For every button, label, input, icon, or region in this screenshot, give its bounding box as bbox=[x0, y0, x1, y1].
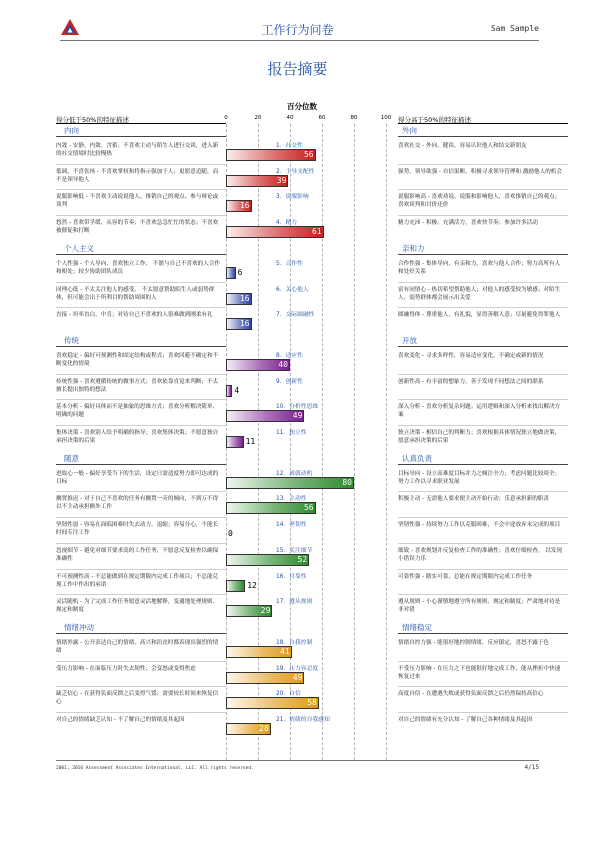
high-score-heading: 得分高于50%的特征描述 bbox=[398, 116, 471, 124]
trait-name: 11．独立性 bbox=[276, 430, 307, 436]
row-divider-left bbox=[56, 686, 226, 687]
trait-score-value: 0 bbox=[228, 529, 233, 539]
trait-score-value: 6 bbox=[237, 267, 243, 277]
group-heading-high: 开放 bbox=[402, 335, 417, 345]
trait-score-value: 49 bbox=[292, 672, 303, 682]
trait-score-value: 12 bbox=[247, 580, 257, 590]
trait-name: 9．创新性 bbox=[276, 378, 303, 385]
group-divider-right bbox=[398, 633, 568, 634]
row-divider-left bbox=[56, 164, 226, 165]
high-score-description: 圆融得体 - 尊重他人，有礼貌，显得善解人意；尽量避免得罪他人 bbox=[398, 312, 561, 319]
low-score-description: 缺乏信心 - 在获得负面反馈之后变得气馁；需要较长时间来恢复信心 bbox=[56, 691, 219, 706]
group-heading-high: 外向 bbox=[402, 126, 417, 135]
low-score-description: 直接 - 坦率直白、中肯；对待自己不喜欢的人很难做到刚柔有礼 bbox=[56, 312, 213, 319]
group-heading-low: 情绪冲动 bbox=[64, 622, 94, 632]
row-divider-left bbox=[56, 712, 226, 713]
group-heading-high: 情绪稳定 bbox=[402, 622, 432, 632]
high-score-description: 细致 - 喜欢规划并反复检查工作的准确性；喜欢仔细检查， 以发现小错误力乐 bbox=[398, 547, 562, 562]
row-divider-right bbox=[398, 661, 568, 662]
low-score-description: 个人性强 - 个人导向，喜欢独立工作； 不愿与自己不喜欢的人合作和相处；较少协助团队成员 bbox=[56, 260, 220, 275]
group-divider-right bbox=[398, 254, 568, 255]
high-score-description: 合作性强 - 集体导向，有亲和力，喜欢与他人合作；努力高所有人和处好关系 bbox=[398, 260, 561, 275]
high-score-description: 对自己的情绪有充分认知 - 了解自己各种情绪及其起因 bbox=[398, 717, 533, 723]
row-divider-right bbox=[398, 425, 568, 426]
row-divider-left bbox=[56, 399, 226, 400]
trait-name: 13．主动性 bbox=[276, 496, 307, 503]
tick-label: 0 bbox=[224, 115, 228, 121]
trait-score-value: 56 bbox=[303, 503, 314, 513]
row-divider-right bbox=[398, 215, 568, 216]
grid-line bbox=[386, 124, 387, 760]
low-score-description: 进取心一般 - 偏好享受当下的生活，设定只需适度努力即可达成的目标 bbox=[56, 470, 219, 485]
row-divider-right bbox=[398, 282, 568, 283]
low-score-description: 集体决策 - 喜欢别人给予明确的指导；喜欢集体决策；不愿意独自承担决策的后果 bbox=[56, 430, 219, 444]
high-score-description: 独立决策 - 相信自己的判断力；喜欢根据具体情况独立地做决策，愿意承担决策的后果 bbox=[398, 430, 561, 444]
trait-name: 21．情绪的自我感知 bbox=[276, 717, 330, 723]
trait-name: 19．压力容忍度 bbox=[276, 665, 319, 672]
high-score-description: 坚韧性强 - 持续努力工作以克服困难，不会中途放弃未完成的项目 bbox=[398, 522, 561, 529]
tick-label: 100 bbox=[380, 115, 392, 121]
row-divider-right bbox=[398, 517, 568, 518]
low-score-description: 情绪外露 - 公开表达自己的情绪，高兴和沮丧时都表现出强烈的情绪 bbox=[56, 639, 219, 654]
tick-label: 40 bbox=[286, 115, 294, 121]
trait-score-value: 56 bbox=[303, 150, 314, 159]
tick-label: 60 bbox=[318, 115, 326, 121]
high-score-description: 高度自信 - 在遭遇失败或获得负面反馈之后仍然保持高信心 bbox=[398, 691, 544, 698]
high-score-description: 积极主动 - 无需他人要求便主动开始行动；乐意承担新的职责 bbox=[398, 496, 550, 503]
trait-score-value: 4 bbox=[234, 385, 240, 395]
row-divider-right bbox=[398, 399, 568, 400]
group-divider-right bbox=[398, 346, 568, 347]
trait-name: 4．精力 bbox=[276, 220, 298, 227]
row-divider-left bbox=[56, 374, 226, 375]
low-score-description: 悠然 - 喜欢带孚缓、从容的节奏；不喜欢急急忙忙的状态；不喜欢被催促和打断 bbox=[56, 220, 219, 235]
high-score-description: 创新性高 - 有丰富的想象力，善于发现不同想法之间的联系 bbox=[398, 378, 544, 385]
group-heading-low: 个人主义 bbox=[64, 243, 94, 253]
trait-score-value: 28 bbox=[259, 724, 269, 733]
heading-divider-left bbox=[56, 123, 226, 124]
group-divider-right bbox=[398, 136, 568, 137]
row-divider-left bbox=[56, 517, 226, 518]
high-score-description: 强势、领导欲强 - 自信果断，积极寻求领导管理和 激励他人的机会 bbox=[398, 168, 562, 175]
high-score-description: 说服影响高 - 喜欢劝说、说服和影响他人，喜欢推销自己的观点；喜欢谈判和讨价还价 bbox=[398, 194, 561, 209]
trait-name: 14．坚韧性 bbox=[276, 522, 307, 529]
page-header bbox=[0, 0, 595, 46]
header-divider bbox=[60, 40, 539, 41]
trait-name: 10．分析性思维 bbox=[276, 404, 319, 411]
low-score-description: 坚韧性弱 - 容易在面临困难时失去动力，退缩；容易分心，不能长时间专注工作 bbox=[56, 522, 219, 537]
trait-score-bar bbox=[226, 267, 236, 279]
low-score-description: 忽视细节 - 避免对细节要求高的工作任务，不愿意反复检查以确保准确性 bbox=[56, 547, 219, 562]
row-divider-right bbox=[398, 686, 568, 687]
row-divider-right bbox=[398, 491, 568, 492]
group-divider-left bbox=[56, 464, 226, 465]
group-heading-low: 内向 bbox=[64, 126, 79, 135]
low-score-description: 灵活随机 - 为了完成工作任务愿意灵活地解释，变通地处理规则、 规定和制度 bbox=[56, 599, 219, 614]
footer-divider bbox=[56, 760, 539, 761]
high-score-description: 富有同情心 - 热切希望帮助他人；对他人的感受较为敏感；对陌生人、弱势群体都会展示出关爱 bbox=[398, 286, 561, 301]
group-divider-right bbox=[398, 464, 568, 465]
low-score-description: 说服影响低 - 不喜欢主动说说他人、推销自己的观点、参与辩论或谈判 bbox=[56, 194, 219, 209]
trait-name: 18．自我控制 bbox=[276, 639, 313, 646]
group-heading-low: 随意 bbox=[64, 453, 79, 463]
low-score-description: 内敛 - 安静、内敛、含蓄；不喜欢主动与陌生人进行交谈，进入新的社交情境时比较慢热 bbox=[56, 143, 219, 157]
row-divider-left bbox=[56, 215, 226, 216]
high-score-description: 目标导向 - 设立高难度目标并力之倾注全力；考虑问题比较周全；努力工作以寻求职业发展 bbox=[398, 470, 561, 485]
questionnaire-title: 工作行为问卷 bbox=[261, 23, 334, 37]
group-heading-low: 传统 bbox=[64, 335, 79, 345]
heading-divider-right bbox=[398, 123, 568, 124]
trait-name: 20．自信 bbox=[276, 691, 301, 698]
trait-name: 8．适应性 bbox=[276, 352, 303, 359]
row-divider-right bbox=[398, 307, 568, 308]
row-divider-left bbox=[56, 569, 226, 570]
row-divider-right bbox=[398, 712, 568, 713]
trait-score-value: 58 bbox=[307, 698, 317, 708]
low-score-description: 同理心低 - 不太关注他人的感受、 不太愿意帮助陌生人或弱势群体，但可能会出于所利目的帮助周围的人 bbox=[56, 286, 215, 301]
low-score-description: 喜欢稳定 - 偏好可预测性和固定结构或程式；喜欢回避不确定和不断变化的情境 bbox=[56, 352, 219, 367]
row-divider-left bbox=[56, 282, 226, 283]
trait-name: 16．可靠性 bbox=[276, 573, 307, 580]
high-score-description: 精力充沛 - 积极、充满活力，喜欢快节奏；参加许多活动 bbox=[398, 220, 538, 227]
trait-score-value: 16 bbox=[239, 201, 250, 211]
trait-name: 2．主导支配性 bbox=[276, 168, 315, 175]
trait-score-value: 16 bbox=[239, 319, 250, 329]
row-divider-left bbox=[56, 594, 226, 595]
high-score-description: 可靠性强 - 踏实可靠，总能在规定期限内完成工作任务 bbox=[398, 573, 533, 580]
row-divider-right bbox=[398, 569, 568, 570]
high-score-description: 深入分析 - 喜欢分析复杂问题；运用逻辑和深入分析来找出解决方案 bbox=[398, 404, 561, 419]
trait-score-value: 52 bbox=[297, 554, 308, 564]
trait-name: 6．关心他人 bbox=[276, 286, 309, 293]
row-divider-right bbox=[398, 164, 568, 165]
tick-label: 80 bbox=[350, 115, 358, 121]
row-divider-left bbox=[56, 307, 226, 308]
trait-score-value: 16 bbox=[239, 293, 250, 303]
row-divider-right bbox=[398, 594, 568, 595]
row-divider-left bbox=[56, 425, 226, 426]
high-score-description: 喜欢社交 - 外向、健谈、容易认识他人和结交新朋友 bbox=[398, 143, 527, 149]
trait-score-value: 61 bbox=[311, 227, 322, 237]
report-title: 报告摘要 bbox=[267, 60, 328, 78]
trait-name: 5．合作性 bbox=[276, 260, 303, 267]
row-divider-left bbox=[56, 189, 226, 190]
row-divider-left bbox=[56, 661, 226, 662]
trait-name: 17．遵从规则 bbox=[276, 599, 313, 606]
high-score-description: 遵从规则 - 小心谨慎地遵守所有规则、规定和制度；严肃地对待是非对错 bbox=[398, 599, 561, 614]
trait-name: 12．成就动机 bbox=[276, 470, 313, 477]
low-score-heading: 得分低于50%的特征描述 bbox=[56, 116, 129, 124]
trait-name: 3．说服影响 bbox=[276, 194, 309, 201]
tick-label: 20 bbox=[254, 115, 262, 121]
row-divider-right bbox=[398, 374, 568, 375]
low-score-description: 对自己的情绪缺乏认知 - 不了解自己的情绪及其起因 bbox=[56, 717, 185, 723]
low-score-description: 低调、不喜张扬 - 不喜欢掌权和将指示强加于人；更愿意追随，而不是领导他人 bbox=[56, 168, 219, 183]
copyright-notice: 2001, 2016 Assessment Associates International, LLC. All rights reserved. bbox=[56, 766, 254, 771]
scale-title: 百分位数 bbox=[287, 102, 317, 111]
group-divider-left bbox=[56, 633, 226, 634]
row-divider-right bbox=[398, 543, 568, 544]
low-score-description: 搁置推迟 - 对于自己不喜欢的任务有搁置一旁的倾向，不到万不得以不主动承担额外工作 bbox=[56, 496, 219, 511]
trait-score-value: 11 bbox=[245, 437, 256, 446]
trait-score-value: 29 bbox=[260, 606, 271, 616]
high-score-description: 喜欢变化 - 寻求多样性，容易适应变化，不确定或新的情况 bbox=[398, 352, 544, 359]
trait-score-bar bbox=[226, 436, 244, 448]
low-score-description: 受压力影响 - 在面临压力时失去韧性；会变怒或变得焦虑 bbox=[56, 665, 196, 672]
trait-score-value: 41 bbox=[279, 646, 290, 656]
trait-score-bar bbox=[226, 385, 232, 397]
trait-name: 15．关注细节 bbox=[276, 547, 313, 554]
trait-name: 7．交际圆融性 bbox=[276, 312, 315, 319]
group-heading-high: 认真负责 bbox=[402, 453, 432, 463]
trait-score-bar bbox=[226, 580, 245, 592]
trait-score-value: 80 bbox=[342, 477, 352, 487]
low-score-description: 传统性强 - 喜欢遵循传统的做事方式；喜欢依靠直觉来判断；不太擅长提出独特的想法 bbox=[56, 378, 219, 393]
group-heading-high: 亲和力 bbox=[402, 243, 425, 253]
row-divider-left bbox=[56, 491, 226, 492]
candidate-name: Sam Sample bbox=[490, 24, 539, 33]
page-number: 4/15 bbox=[524, 764, 539, 771]
low-score-description: 不可预测性高 - 不总能做到在规定期限内完成工作项目；不总能兑现工作中作出的承诺 bbox=[56, 573, 219, 588]
trait-score-value: 39 bbox=[276, 175, 287, 185]
high-score-description: 不受压力影响 - 在压力之下也能很好地完成工作；能从挫折中快速恢复过来 bbox=[398, 665, 561, 680]
group-divider-left bbox=[56, 254, 226, 255]
low-score-description: 基本分析 - 偏好具体而不是抽象的思维方式；喜欢分析解决简单、 明确的问题 bbox=[56, 404, 219, 419]
trait-name: 1．社交性 bbox=[276, 143, 303, 149]
high-score-description: 情绪自控力强 - 能很好地控制情绪，反应镇定，喜怒不露于色 bbox=[398, 639, 550, 646]
row-divider-right bbox=[398, 189, 568, 190]
group-divider-left bbox=[56, 136, 226, 137]
trait-score-value: 49 bbox=[292, 411, 303, 421]
row-divider-left bbox=[56, 543, 226, 544]
trait-score-value: 40 bbox=[278, 359, 288, 369]
group-divider-left bbox=[56, 346, 226, 347]
